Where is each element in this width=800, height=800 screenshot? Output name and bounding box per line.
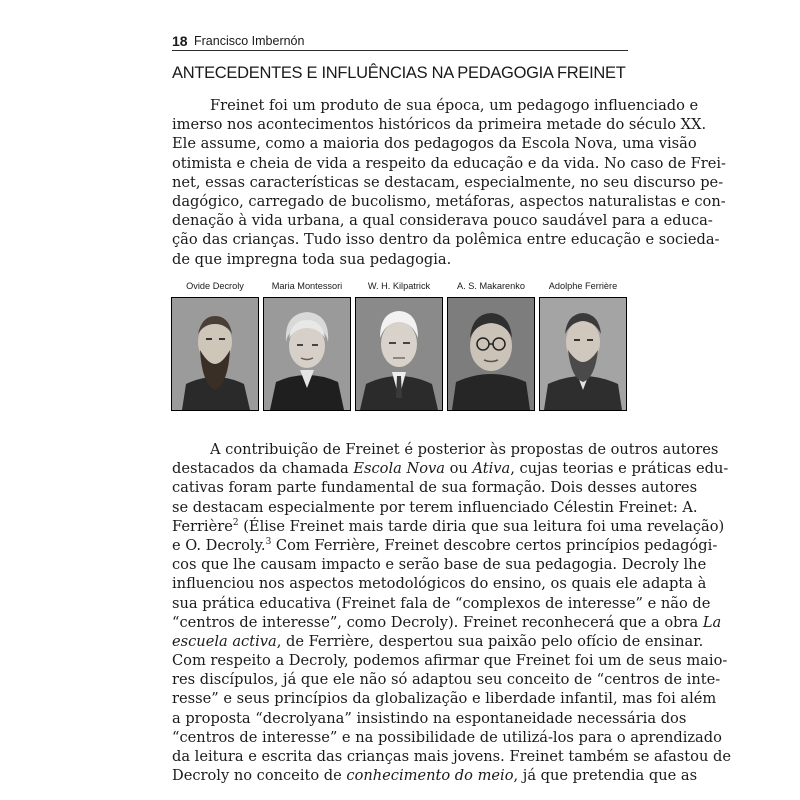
portrait-makarenko [446,280,536,411]
portrait-caption: Maria Montessori [271,281,343,291]
text-line: cativas foram parte fundamental de sua formação. Dois desses autores [172,479,698,497]
portrait-kilpatrick [354,280,444,411]
portrait-man-white-hair-icon [355,297,443,411]
text-line: Ele assume, como a maioria dos pedagogos da Escola Nova, uma visão [172,135,697,153]
text-segment: , de Ferrière, despertou sua paixão pelo ofício de ensinar. [276,632,704,650]
portrait-man-beard-icon [539,297,627,411]
page-number: 18 [172,33,188,49]
text-line: otimista e cheia de vida a respeito da educação e da vida. No caso de Frei- [172,154,726,172]
text-line: a proposta “decrolyana” insistindo na espontaneidade necessária dos [172,709,687,727]
page-header [172,32,628,51]
text-segment: e O. Decroly. [172,536,266,554]
text-segment: , cujas teorias e práticas edu- [510,460,729,478]
text-line [172,632,704,651]
text-segment: (Élise Freinet mais tarde diria que sua leitura foi uma revelação) [238,517,725,535]
text-line: dagógico, carregado de bucolismo, metáforas, aspectos naturalistas e con- [172,192,726,210]
footnote-ref: 3 [265,537,272,548]
text-segment-italic: Escola Nova [353,460,445,478]
running-head-author: Francisco Imbernón [194,34,305,48]
text-segment: “centros de interesse”, como Decroly). Freinet reconhecerá que a obra [172,613,703,631]
text-line: de que impregna toda sua pedagogia. [172,250,452,268]
portrait-ferriere [538,280,628,411]
text-segment: ou [444,460,473,478]
portrait-caption: Ovide Decroly [186,281,244,291]
portrait-caption: A. S. Makarenko [457,281,525,291]
paragraph-1 [172,96,726,269]
paragraph-2 [172,440,731,785]
portrait-man-glasses-icon [447,297,535,411]
text-line [172,459,729,478]
text-line: Com respeito a Decroly, podemos afirmar que Freinet foi um de seus maio- [172,652,728,670]
text-line: se destacam especialmente por terem influenciado Célestin Freinet: A. [172,498,698,516]
text-segment: Ferrière [172,517,233,535]
text-segment-italic: escuela activa [172,632,277,650]
text-segment: destacados da chamada [172,460,354,478]
portrait-woman-icon [263,297,351,411]
text-line: net, essas características se destacam, especialmente, no seu discurso pe- [172,173,724,191]
text-segment-italic: La [702,613,722,631]
text-line [172,536,718,555]
text-segment: Decroly no conceito de [172,767,347,785]
text-line: A contribuição de Freinet é posterior às propostas de outros autores [210,441,719,458]
text-line: imerso nos acontecimentos históricos da primeira metade do século XX. [172,116,707,134]
text-line [172,766,698,785]
text-line: ção das crianças. Tudo isso dentro da polêmica entre educação e socieda- [172,231,720,249]
text-line: cos que lhe causam impacto e serão base de sua pedagogia. Decroly lhe [172,556,707,574]
text-line: denação à vida urbana, a qual considerava pouco saudável para a educa- [172,212,713,230]
text-line: sua prática educativa (Freinet fala de “complexos de interesse” e não de [172,594,711,612]
text-line [172,613,722,632]
text-segment: , já que pretendia que as [513,767,698,785]
footnote-ref: 2 [232,517,239,528]
text-line: “centros de interesse” e na possibilidade de utilizá-los para o aprendizado [172,728,722,746]
text-line: res discípulos, já que ele não só adaptou seu conceito de “centros de inte- [172,671,721,689]
portrait-montessori [262,280,352,411]
section-title: ANTECEDENTES E INFLUÊNCIAS NA PEDAGOGIA FREINET [172,64,626,82]
text-segment-italic: conhecimento do meio [346,767,514,785]
portrait-decroly [170,280,260,411]
text-line: Freinet foi um produto de sua época, um pedagogo influenciado e [210,97,699,114]
portrait-gallery [170,280,630,415]
text-line [172,517,725,536]
text-segment: Com Ferrière, Freinet descobre certos princípios pedagógi- [271,536,718,554]
text-line: resse” e seus princípios da globalização e liberdade infantil, mas foi além [172,690,717,708]
portrait-caption: Adolphe Ferrière [548,281,618,291]
portrait-bearded-man-icon [171,297,259,411]
portrait-caption: W. H. Kilpatrick [367,281,431,291]
text-line: influenciou nos aspectos metodológicos do ensino, os quais ele adapta à [172,575,707,593]
text-line: da leitura e escrita das crianças mais jovens. Freinet também se afastou de [172,748,731,765]
text-segment-italic: Ativa [472,460,511,478]
